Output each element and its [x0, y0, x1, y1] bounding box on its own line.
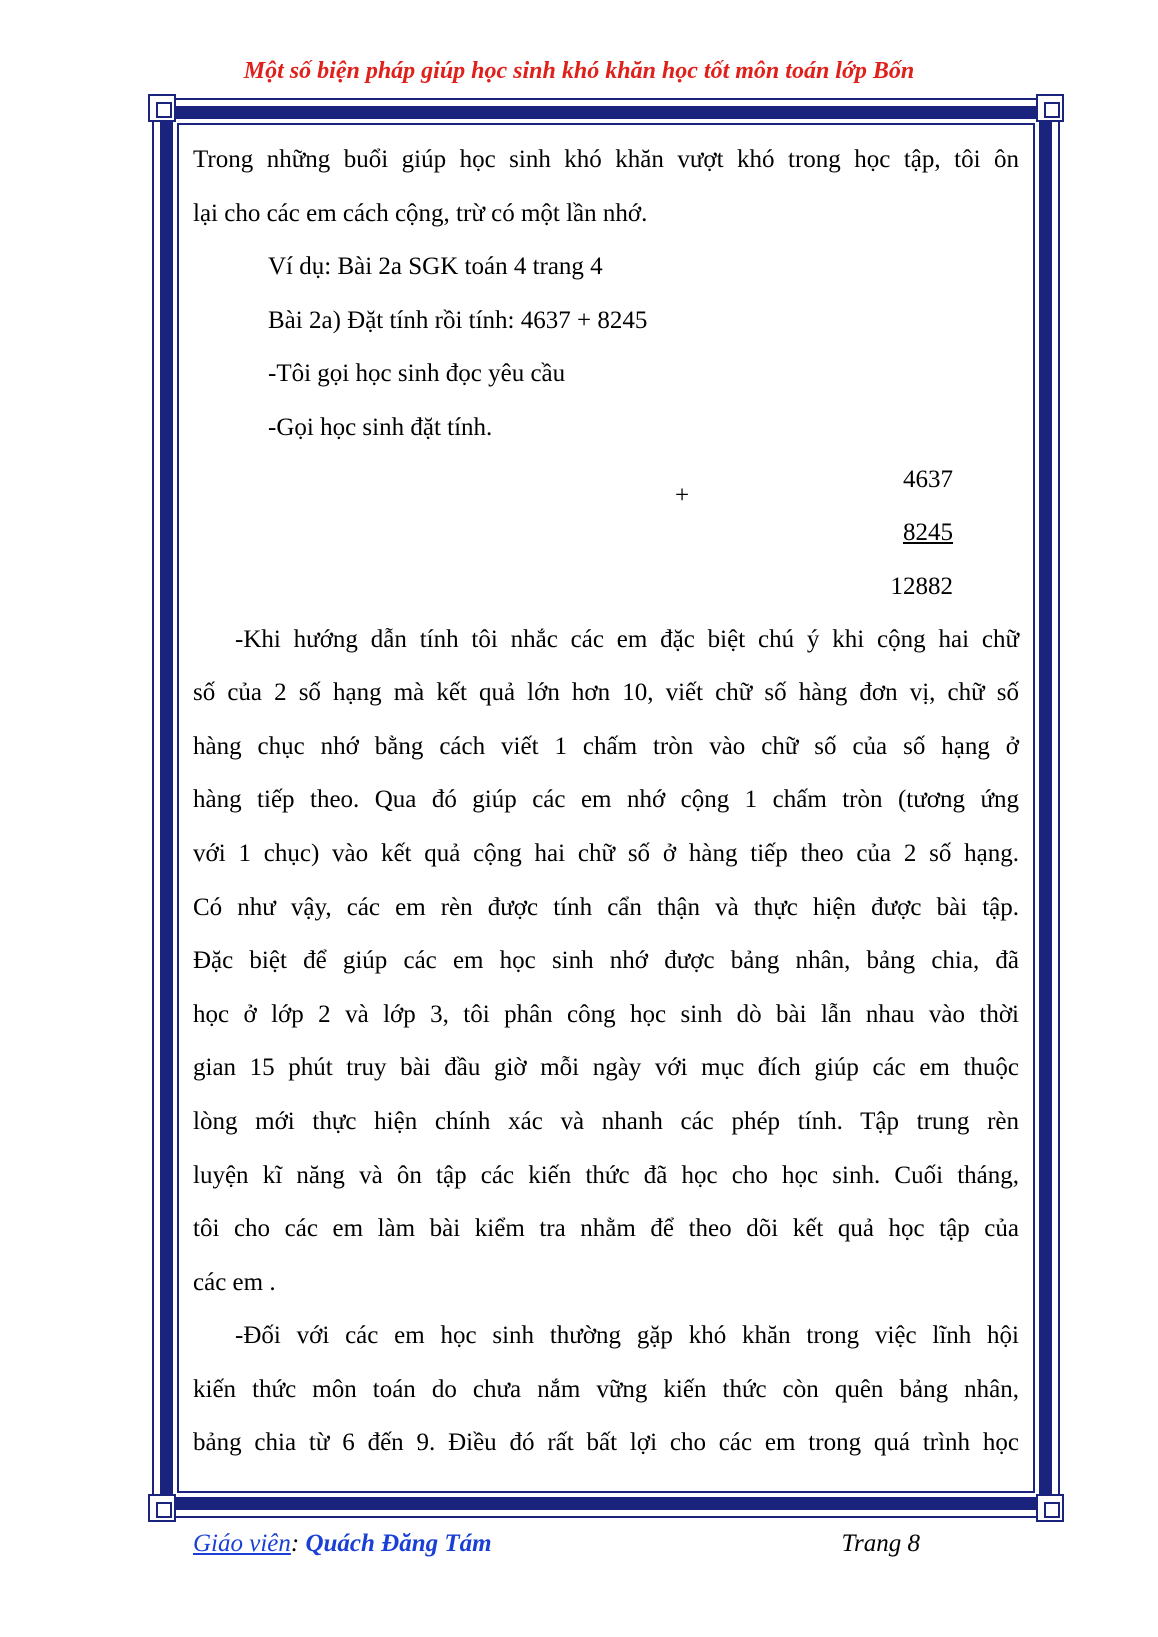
para1-line: Đặc biệt để giúp các em học sinh nhớ được bảng nhân, bảng chia, đã [193, 947, 1019, 975]
exercise-statement: Bài 2a) Đặt tính rồi tính: 4637 + 8245 [268, 306, 648, 334]
teacher-separator: : [290, 1530, 306, 1557]
example-heading: Ví dụ: Bài 2a SGK toán 4 trang 4 [268, 253, 603, 281]
page-header-title: Một số biện pháp giúp học sinh khó khăn học tốt môn toán lớp Bốn [243, 58, 915, 84]
para1-line: với 1 chục) vào kết quả cộng hai chữ số ở hàng tiếp theo của 2 số hạng. [193, 839, 1019, 867]
addend-2 [703, 506, 953, 560]
plus-sign: + [675, 481, 690, 509]
paragraph-guidance [193, 613, 1019, 1310]
para1-line: học ở lớp 2 và lớp 3, tôi phân công học sinh dò bài lẫn nhau vào thời [193, 1000, 1019, 1028]
column-addition [193, 453, 1019, 613]
intro-line-1: Trong những buổi giúp học sinh khó khăn vượt khó trong học tập, tôi ôn [193, 146, 1019, 173]
para1-line: các em . [193, 1268, 276, 1296]
para2-line: -Đối với các em học sinh thường gặp khó khăn trong việc lĩnh hội [235, 1322, 1019, 1350]
border-corner-ornament [148, 1494, 176, 1522]
border-corner-ornament [1036, 94, 1064, 122]
para1-line: lòng mới thực hiện chính xác và nhanh các phép tính. Tập trung rèn [193, 1107, 1019, 1135]
para1-line: -Khi hướng dẫn tính tôi nhắc các em đặc biệt chú ý khi cộng hai chữ [235, 625, 1019, 653]
teacher-name: Quách Đăng Tám [305, 1530, 492, 1557]
para1-line: hàng tiếp theo. Qua đó giúp các em nhớ cộng 1 chấm tròn (tương ứng [193, 786, 1019, 814]
addend-2-value: 8245 [903, 518, 953, 546]
para1-line: hàng chục nhớ bằng cách viết 1 chấm tròn vào chữ số của số hạng ở [193, 732, 1019, 760]
para2-line: kiến thức môn toán do chưa nắm vững kiến thức còn quên bảng nhân, [193, 1375, 1019, 1403]
paragraph-difficulties [193, 1309, 1019, 1470]
teacher-label-link[interactable]: Giáo viên [193, 1530, 291, 1557]
para1-line: luyện kĩ năng và ôn tập các kiến thức đã học cho học sinh. Cuối tháng, [193, 1161, 1019, 1189]
step-read-request: -Tôi gọi học sinh đọc yêu cầu [268, 360, 566, 388]
addition-result: 12882 [890, 572, 953, 600]
para2-line: bảng chia từ 6 đến 9. Điều đó rất bất lợi cho các em trong quá trình học [193, 1429, 1019, 1457]
document-body [193, 133, 1019, 1470]
border-corner-ornament [148, 94, 176, 122]
addend-1: 4637 [903, 465, 953, 493]
step-set-calculation: -Gọi học sinh đặt tính. [268, 413, 493, 441]
para1-line: Có như vậy, các em rèn được tính cẩn thận và thực hiện được bài tập. [193, 893, 1019, 921]
para1-line: số của 2 số hạng mà kết quả lớn hơn 10, viết chữ số hàng đơn vị, chữ số [193, 679, 1019, 707]
page-number: Trang 8 [841, 1530, 920, 1557]
footer-teacher [193, 1530, 492, 1558]
para1-line: gian 15 phút truy bài đầu giờ mỗi ngày với mục đích giúp các em thuộc [193, 1054, 1019, 1082]
border-corner-ornament [1036, 1494, 1064, 1522]
intro-line-2: lại cho các em cách cộng, trừ có một lần nhớ. [193, 199, 648, 227]
para1-line: tôi cho các em làm bài kiểm tra nhằm để theo dõi kết quả học tập của [193, 1215, 1019, 1243]
